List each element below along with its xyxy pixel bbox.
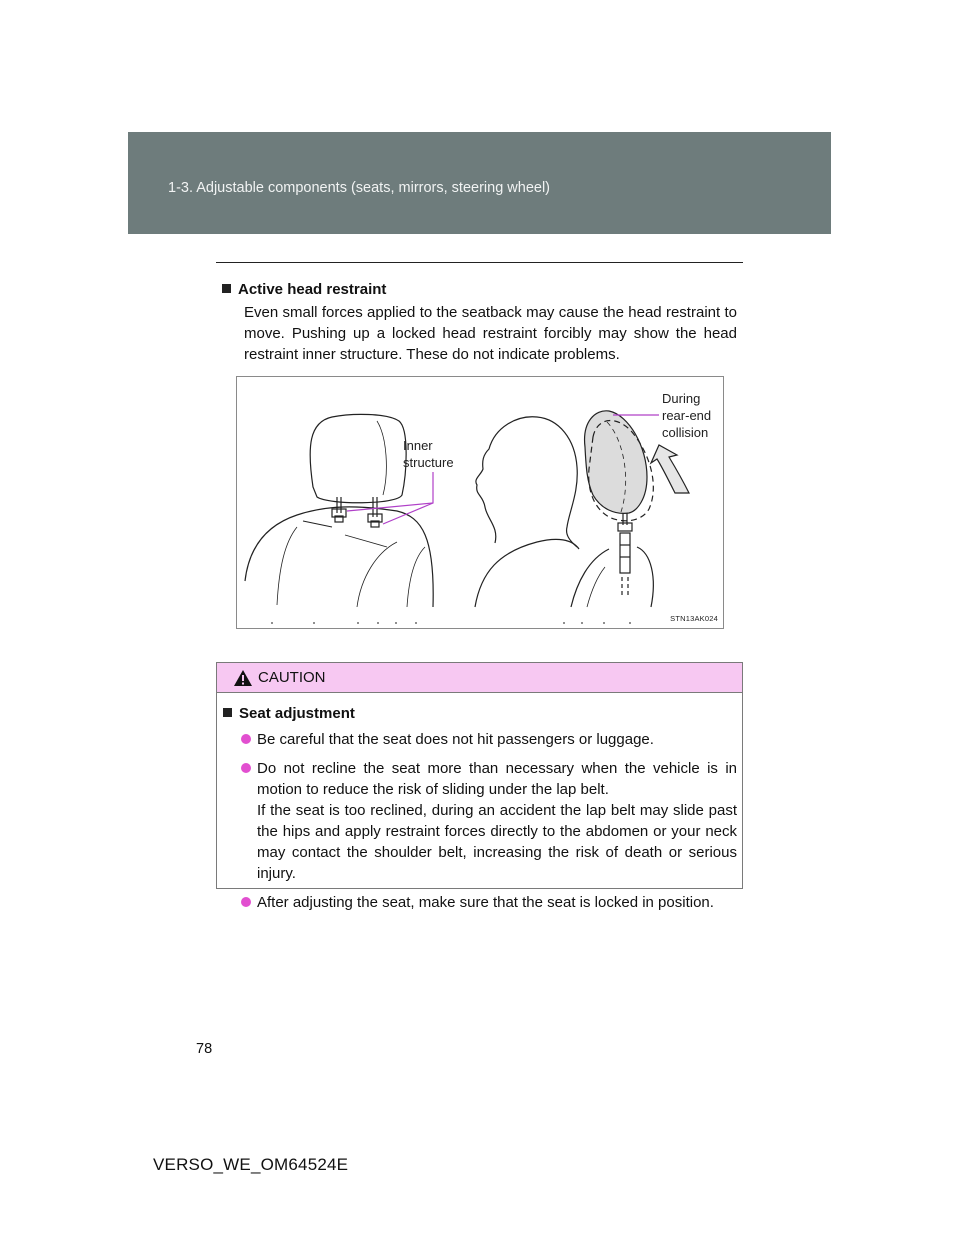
caution-bullet-text: After adjusting the seat, make sure that the seat is locked in position. [257,894,714,911]
chapter-header-band [128,132,831,234]
bullet-dot-icon [241,897,251,907]
right-seatback-outline [571,549,609,607]
caution-bullet [241,892,737,913]
motion-arrow-icon [651,445,689,493]
rear-end-collision-label [662,390,711,441]
square-bullet-icon [222,284,231,293]
caution-title: CAUTION [258,669,326,686]
page-number: 78 [196,1041,213,1057]
section-title: 1-3. Adjustable components (seats, mirrors, steering wheel) [168,180,551,196]
bullet-dot-icon [241,734,251,744]
caution-subheading [223,705,355,722]
subheading-text: Active head restraint [238,281,387,298]
square-bullet-icon [223,708,232,717]
caution-bullet-list [241,729,737,921]
inner-structure-label [403,437,454,471]
subheading-active-head-restraint [222,281,386,298]
figure-id: STN13AK024 [670,614,718,623]
caution-box [216,662,743,911]
section-divider [216,262,743,263]
caution-bullet-continuation: If the seat is too reclined, during an accident the lap belt may slide past the hips and apply restraint forces directly to the abdomen or your neck may contact the shoulder belt, increasing the risk of death or serious injury. [257,802,737,882]
collision-label-line2: rear-end [662,408,712,423]
document-code: VERSO_WE_OM64524E [153,1155,349,1174]
left-headrest-outline [310,414,406,502]
collision-label-line3: collision [662,425,709,440]
caution-bullet-text: Be careful that the seat does not hit passengers or luggage. [257,731,654,748]
caution-bullet [241,758,737,884]
occupant-shoulder-outline [475,539,579,607]
bullet-dot-icon [241,763,251,773]
caution-subheading-text: Seat adjustment [239,705,355,722]
occupant-head-outline [476,417,577,547]
inner-structure-callout [347,472,433,511]
caution-bullet [241,729,737,750]
head-restraint-illustration [236,376,724,629]
inner-structure-label-line2: structure [403,455,454,470]
body-paragraph: Even small forces applied to the seatback may cause the head restraint to move. Pushing up a locked head restraint forcibly may show the head restraint inner structure. These do not indicate problems. [244,304,737,363]
warning-triangle-icon [233,669,253,687]
collision-label-line1: During [662,391,701,406]
right-headrest-shaded [585,411,647,514]
caution-bullet-text: Do not recline the seat more than necessary when the vehicle is in motion to reduce the risk of sliding under the lap belt. [257,760,737,798]
illustration-svg [237,377,724,629]
caution-header [217,663,742,693]
inner-structure-label-line1: Inner [403,438,433,453]
